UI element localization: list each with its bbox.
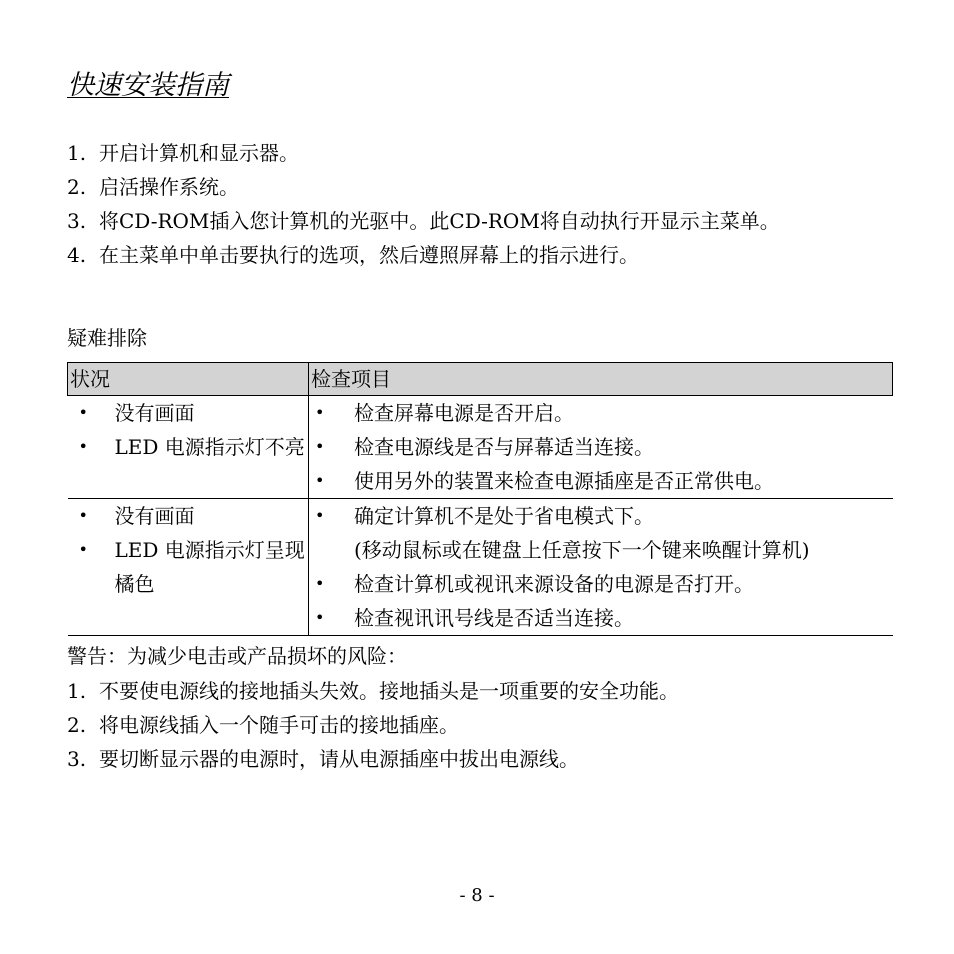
bullet-icon: •: [78, 506, 88, 525]
step-text: 在主菜单中单击要执行的选项，然后遵照屏幕上的指示进行。: [99, 243, 639, 267]
list-item: • 确定计算机不是处于省电模式下。: [309, 499, 893, 533]
list-item: • 没有画面: [68, 396, 309, 430]
warning-section: [67, 638, 917, 776]
bullet-icon: •: [315, 574, 325, 593]
list-item: • 检查屏幕电源是否开启。: [309, 396, 893, 430]
bullet-icon: •: [315, 471, 325, 490]
warning-text: 要切断显示器的电源时，请从电源插座中拔出电源线。: [99, 747, 579, 771]
list-item: (移动鼠标或在键盘上任意按下一个键来唤醒计算机): [354, 538, 810, 562]
warning-text: 不要使电源线的接地插头失效。接地插头是一项重要的安全功能。: [99, 679, 679, 703]
warning-number: 3.: [67, 747, 87, 771]
list-item: • 检查视讯讯号线是否适当连接。: [309, 601, 893, 635]
warning-item: [67, 742, 917, 776]
install-steps: [67, 136, 917, 272]
list-item: • 检查计算机或视讯来源设备的电源是否打开。: [309, 567, 893, 601]
warning-number: 1.: [67, 679, 87, 703]
warning-text: 将电源线插入一个随手可击的接地插座。: [99, 713, 459, 737]
check-cell: [309, 396, 893, 499]
troubleshooting-title: 疑难排除: [67, 326, 147, 350]
list-item: • LED 电源指示灯呈现橘色: [68, 533, 309, 601]
list-item: • LED 电源指示灯不亮: [68, 430, 309, 464]
bullet-icon: •: [78, 540, 88, 559]
step-text: 将CD-ROM插入您计算机的光驱中。此CD-ROM将自动执行开显示主菜单。: [99, 209, 780, 233]
troubleshooting-table: [67, 362, 893, 636]
warning-item: [67, 708, 917, 742]
list-item: • 没有画面: [68, 499, 309, 533]
bullet-icon: •: [315, 437, 325, 456]
bullet-icon: •: [315, 403, 325, 422]
bullet-icon: •: [78, 437, 88, 456]
list-item: • 使用另外的装置来检查电源插座是否正常供电。: [309, 464, 893, 498]
install-step: [67, 204, 917, 238]
column-header-condition: 状况: [68, 363, 309, 396]
step-text: 开启计算机和显示器。: [99, 141, 299, 165]
condition-cell: [68, 499, 309, 636]
table-row: [68, 499, 893, 636]
step-number: 1.: [67, 141, 87, 165]
install-step: [67, 170, 917, 204]
warning-title: 警告：为减少电击或产品损坏的风险：: [67, 644, 407, 668]
install-step: [67, 238, 917, 272]
warning-number: 2.: [67, 713, 87, 737]
bullet-icon: •: [78, 403, 88, 422]
warning-item: [67, 674, 917, 708]
condition-cell: [68, 396, 309, 499]
check-cell: [309, 499, 893, 636]
step-number: 3.: [67, 209, 87, 233]
step-text: 启活操作系统。: [99, 175, 239, 199]
page-title: 快速安装指南: [67, 70, 229, 101]
table-header-row: [68, 363, 893, 396]
bullet-icon: •: [315, 506, 325, 525]
install-step: [67, 136, 917, 170]
column-header-check: 检查项目: [309, 363, 893, 396]
table-row: [68, 396, 893, 499]
step-number: 4.: [67, 243, 87, 267]
list-item: • 检查电源线是否与屏幕适当连接。: [309, 430, 893, 464]
bullet-icon: •: [315, 608, 325, 627]
page-number: - 8 -: [459, 885, 495, 906]
step-number: 2.: [67, 175, 87, 199]
